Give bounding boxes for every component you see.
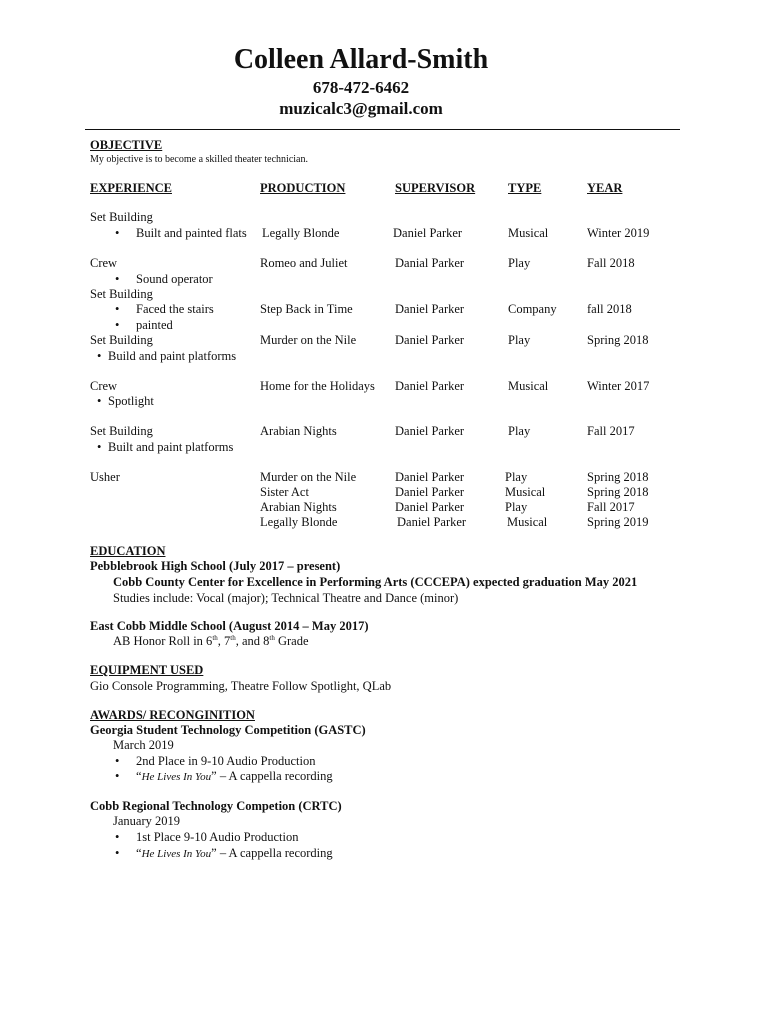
experience-type: Musical <box>508 379 549 393</box>
experience-role: Set Building <box>90 287 153 301</box>
award-place: • 1st Place 9-10 Audio Production <box>136 830 299 845</box>
experience-production: Murder on the Nile <box>260 333 357 347</box>
usher-production: Murder on the Nile <box>260 470 357 484</box>
experience-year: Spring 2018 <box>587 333 649 347</box>
objective-text: My objective is to become a skilled theater technician. <box>90 154 308 165</box>
col-header-supervisor: SUPERVISOR <box>395 181 476 195</box>
song-title: He Lives In You <box>141 848 212 860</box>
phone-number: 678-472-6462 <box>312 78 410 97</box>
usher-type: Musical <box>505 485 546 499</box>
experience-role: Set Building <box>90 333 153 347</box>
honor-text: Grade <box>274 634 309 649</box>
experience-type: Musical <box>508 226 549 240</box>
usher-supervisor: Daniel Parker <box>395 470 465 484</box>
experience-type: Play <box>508 256 531 270</box>
usher-supervisor: Daniel Parker <box>395 500 465 514</box>
experience-production: Romeo and Juliet <box>260 256 348 270</box>
usher-type: Play <box>505 500 528 514</box>
song-suffix: – A cappella recording <box>216 769 333 783</box>
usher-supervisor: Daniel Parker <box>395 485 465 499</box>
experience-supervisor: Daniel Parker <box>395 302 465 316</box>
experience-bullet: • Faced the stairs <box>136 302 214 317</box>
award-date: March 2019 <box>113 738 174 752</box>
experience-bullet: • Spotlight <box>108 394 154 409</box>
usher-year: Spring 2019 <box>587 515 649 529</box>
usher-type: Play <box>505 470 528 484</box>
experience-production: Legally Blonde <box>262 226 340 240</box>
header-divider <box>85 129 680 130</box>
usher-type: Musical <box>507 515 548 529</box>
ordinal-suffix: th <box>269 634 275 642</box>
song-suffix: – A cappella recording <box>216 846 333 860</box>
education-heading: EDUCATION <box>90 544 166 558</box>
ordinal-suffix: th <box>230 634 236 642</box>
equipment-text: Gio Console Programming, Theatre Follow Spotlight, QLab <box>90 679 392 693</box>
experience-bullet: • Build and paint platforms <box>108 349 236 364</box>
experience-supervisor: Daniel Parker <box>393 226 463 240</box>
award-song: • “He Lives In You” – A cappella recording <box>136 846 333 861</box>
experience-role: Usher <box>90 470 120 484</box>
honor-roll <box>113 634 309 649</box>
experience-production: Step Back in Time <box>260 302 353 316</box>
honor-text: AB Honor Roll in 6 <box>113 634 213 649</box>
usher-production: Legally Blonde <box>260 515 338 529</box>
award-date: January 2019 <box>113 814 180 828</box>
col-header-year: YEAR <box>587 181 623 195</box>
experience-role: Set Building <box>90 424 153 438</box>
equipment-heading: EQUIPMENT USED <box>90 663 204 677</box>
experience-bullet: • Built and painted flats <box>136 226 247 241</box>
experience-production: Home for the Holidays <box>260 379 375 393</box>
usher-production: Arabian Nights <box>260 500 337 514</box>
experience-year: Fall 2018 <box>587 256 635 270</box>
experience-type: Play <box>508 333 531 347</box>
honor-text: , and 8 <box>235 634 270 649</box>
school-program: Cobb County Center for Excellence in Performing Arts (CCCEPA) expected graduation May 2021 <box>113 575 638 589</box>
experience-supervisor: Danial Parker <box>395 256 465 270</box>
honor-text: , 7 <box>217 634 231 649</box>
experience-bullet: • painted <box>136 318 173 333</box>
usher-year: Fall 2017 <box>587 500 635 514</box>
school-studies: Studies include: Vocal (major); Technical Theatre and Dance (minor) <box>113 591 459 605</box>
song-title: He Lives In You <box>141 771 212 783</box>
experience-year: fall 2018 <box>587 302 632 316</box>
award-title: Cobb Regional Technology Competion (CRTC) <box>90 799 342 813</box>
usher-production: Sister Act <box>260 485 309 499</box>
usher-year: Spring 2018 <box>587 470 649 484</box>
award-song: • “He Lives In You” – A cappella recording <box>136 769 333 784</box>
email-address: muzicalc3@gmail.com <box>279 99 443 118</box>
ordinal-suffix: th <box>212 634 218 642</box>
experience-bullet: • Built and paint platforms <box>108 440 233 455</box>
experience-year: Winter 2017 <box>587 379 650 393</box>
resume-name: Colleen Allard-Smith <box>233 44 489 75</box>
experience-bullet: • Sound operator <box>136 272 213 287</box>
award-title: Georgia Student Technology Competition (GASTC) <box>90 723 366 737</box>
award-place: • 2nd Place in 9-10 Audio Production <box>136 754 316 769</box>
usher-supervisor: Daniel Parker <box>397 515 467 529</box>
experience-role: Set Building <box>90 210 153 224</box>
experience-supervisor: Daniel Parker <box>395 333 465 347</box>
usher-year: Spring 2018 <box>587 485 649 499</box>
experience-type: Play <box>508 424 531 438</box>
experience-year: Fall 2017 <box>587 424 635 438</box>
experience-year: Winter 2019 <box>587 226 650 240</box>
experience-supervisor: Daniel Parker <box>395 424 465 438</box>
objective-heading: OBJECTIVE <box>90 138 163 152</box>
col-header-production: PRODUCTION <box>260 181 346 195</box>
school-middle: East Cobb Middle School (August 2014 – May 2017) <box>90 619 369 633</box>
experience-production: Arabian Nights <box>260 424 337 438</box>
experience-supervisor: Daniel Parker <box>395 379 465 393</box>
experience-type: Company <box>508 302 557 316</box>
awards-heading: AWARDS/ RECONGINITION <box>90 708 255 722</box>
col-header-experience: EXPERIENCE <box>90 181 172 195</box>
col-header-type: TYPE <box>508 181 542 195</box>
school-high: Pebblebrook High School (July 2017 – present) <box>90 559 341 573</box>
experience-role: Crew <box>90 256 118 270</box>
experience-role: Crew <box>90 379 118 393</box>
